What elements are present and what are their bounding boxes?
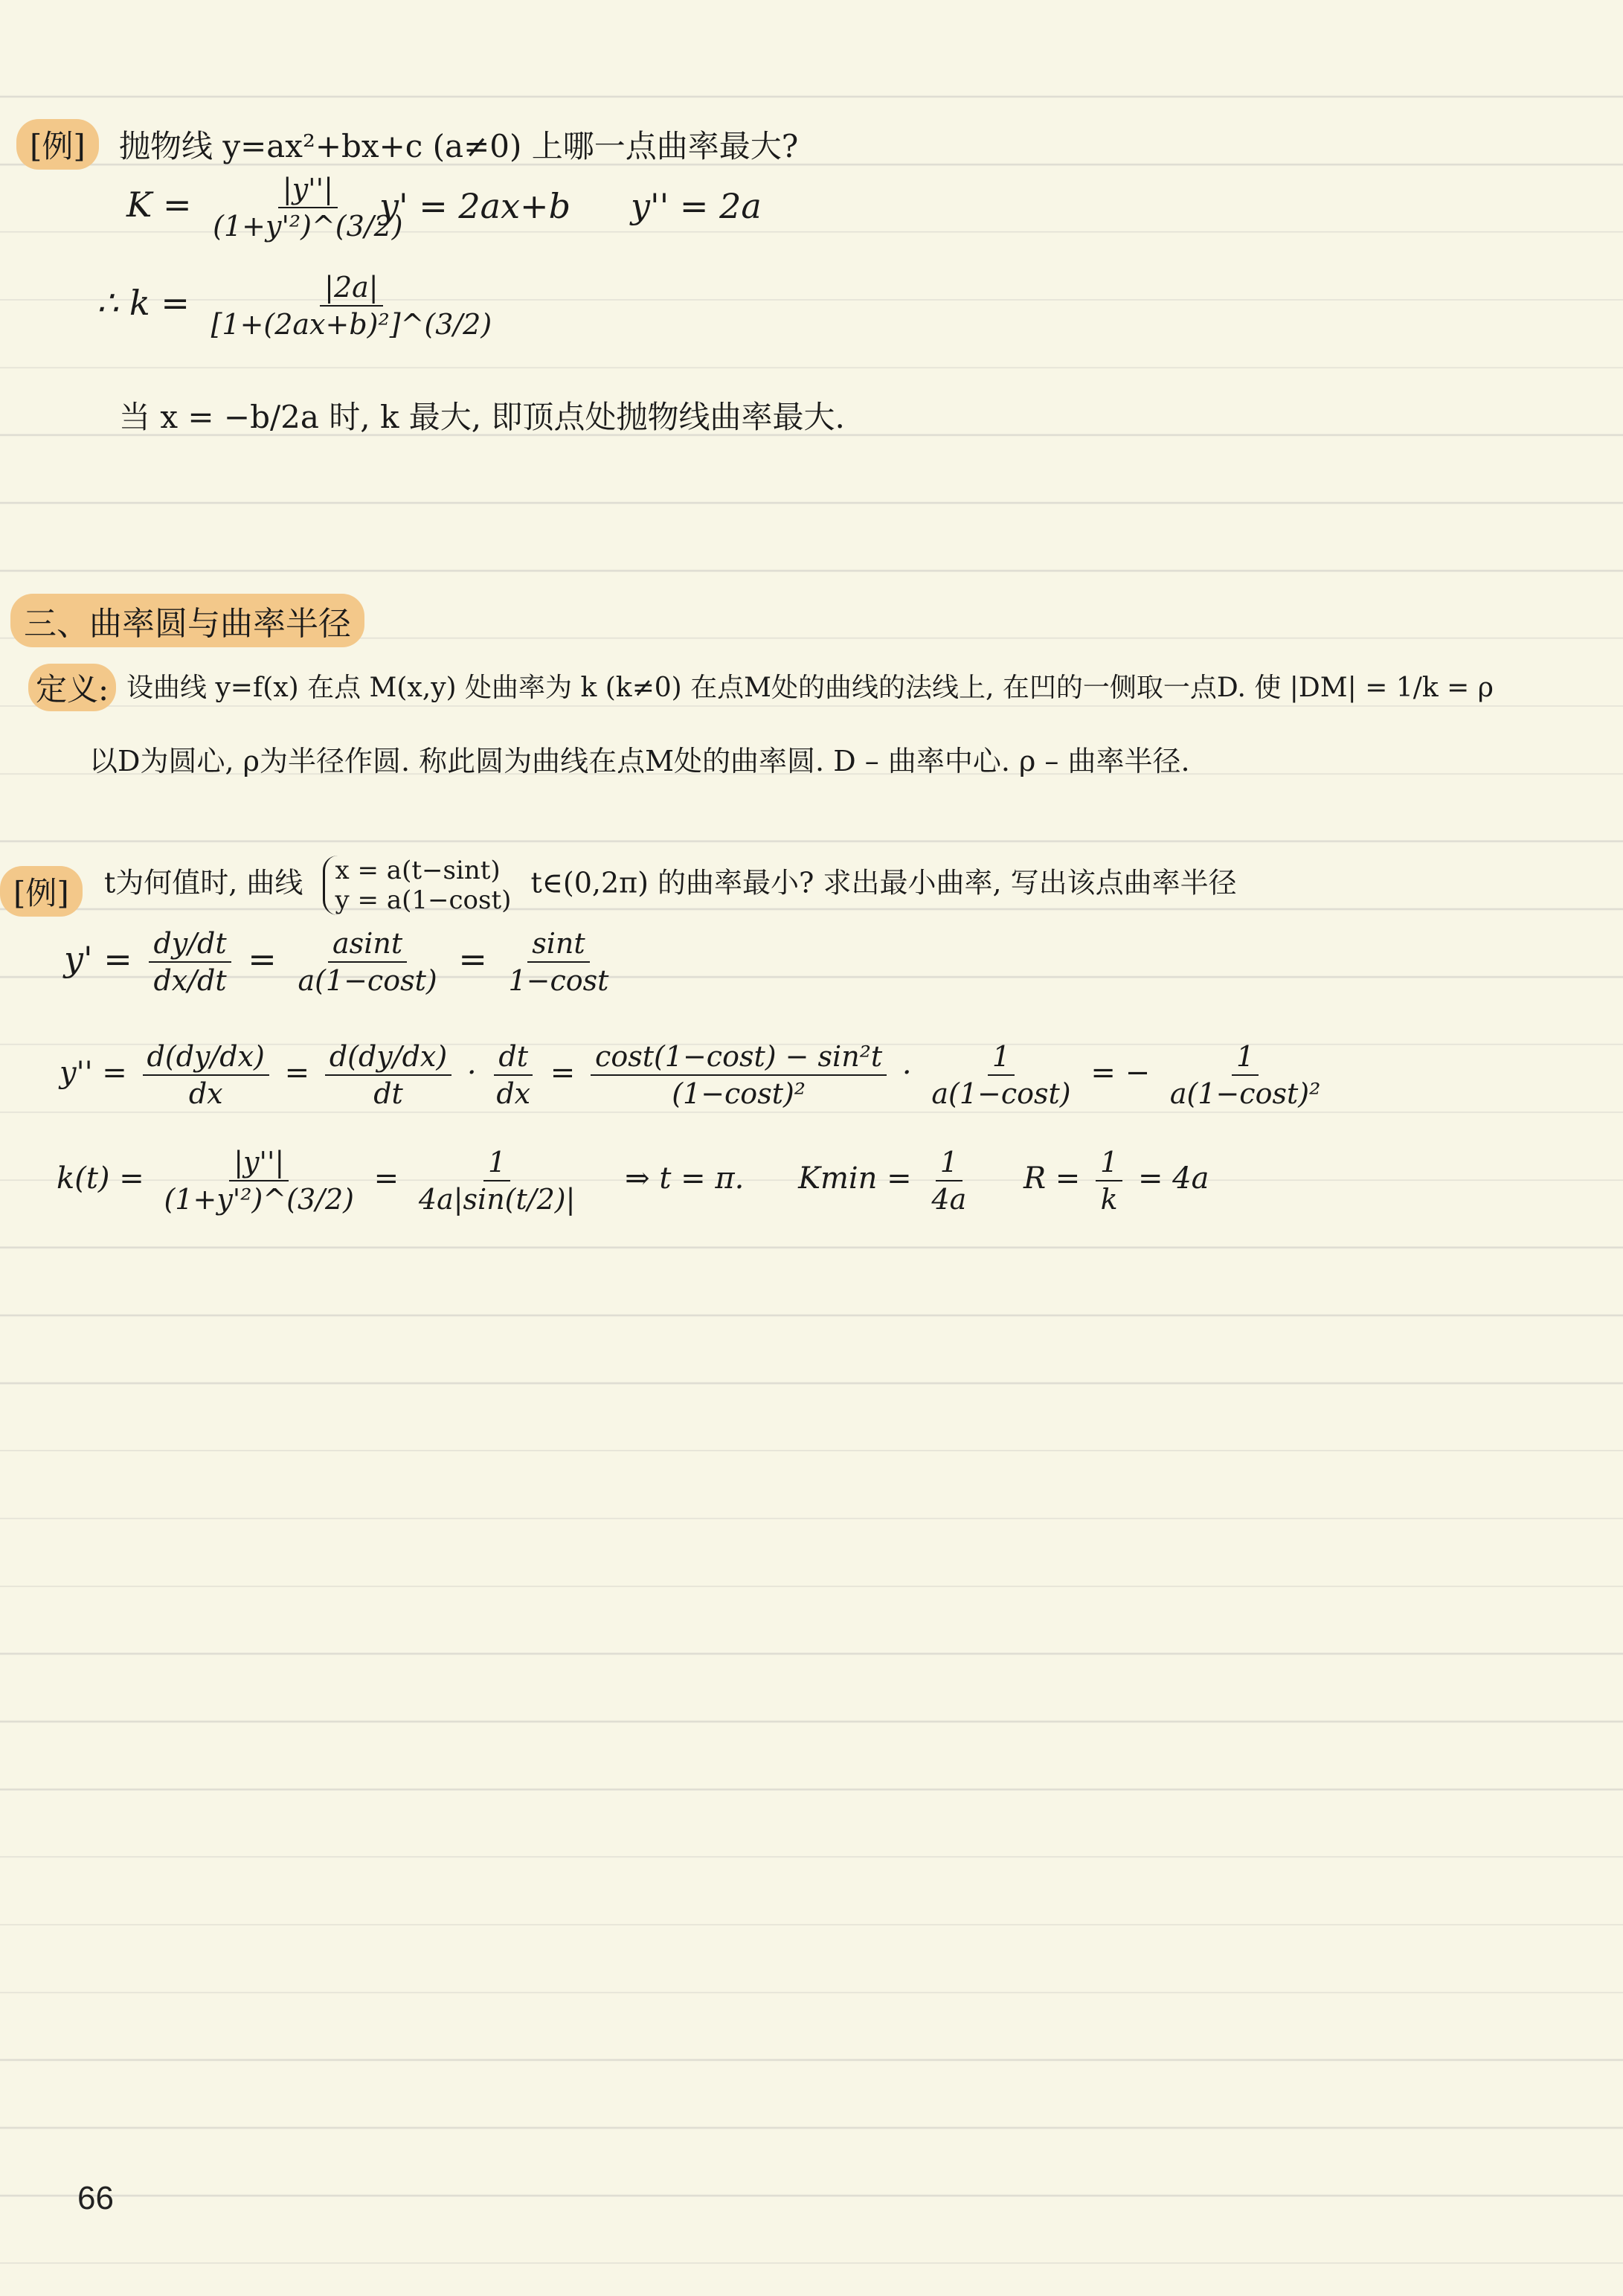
therefore-k-label: ∴ k = — [97, 283, 190, 323]
y1-fraction-3 — [504, 927, 614, 997]
y2-lhs: y'' = — [60, 1056, 127, 1090]
kmin-lhs: Kmin = — [798, 1161, 912, 1196]
second-derivative: y'' = 2a — [631, 186, 762, 226]
y1-f3-den: 1−cost — [508, 964, 609, 997]
y1-fraction-1 — [149, 927, 231, 997]
y2-f2-num: d(dy/dx) — [325, 1040, 451, 1076]
y1-f1-num: dy/dt — [149, 927, 231, 963]
example1-question: 抛物线 y=ax²+bx+c (a≠0) 上哪一点曲率最大? — [119, 128, 799, 164]
y2-f1-den: dx — [188, 1077, 223, 1110]
therefore-fraction — [207, 271, 497, 341]
y1-lhs: y' = — [64, 939, 132, 979]
therefore-numerator: |2a| — [320, 271, 382, 307]
section3-title: 三、曲率圆与曲率半径 — [10, 594, 364, 647]
parametric-x: x = a(t−sint) — [335, 856, 501, 885]
k-denominator: (1+y'²)^(3/2) — [213, 210, 403, 243]
definition-line2: 以D为圆心, ρ为半径作圆. 称此圆为曲线在点M处的曲率圆. D – 曲率中心. ρ – 曲率半径. — [89, 745, 1190, 777]
k-f2-den: 4a|sin(t/2)| — [418, 1183, 576, 1216]
k-lhs: k(t) = — [57, 1161, 144, 1196]
y2-f3-num: dt — [494, 1040, 533, 1076]
y-double-prime-derivation: y'' = $\frac{d(dy/dx)}{dx}$ = $\frac{d(dy/dx)}{dt}$ · $\frac{dt}{dx}$ = $\frac{\text{cost(1−cost) − sin²t}}{\text{(1−cost)²}}$ · $\frac{1}{a(1-\cos t)}$ = − $\frac{1}{\text{a(1−cost)²}}$ — [60, 1040, 1331, 1110]
y2-f2-den: dt — [373, 1077, 403, 1110]
r-den: k — [1100, 1183, 1118, 1216]
y1-f2-num: asint — [328, 927, 407, 963]
parametric-y: y = a(1−cost) — [335, 885, 512, 915]
example2-question-post: t∈(0,2π) 的曲率最小? 求出最小曲率, 写出该点曲率半径 — [530, 866, 1237, 900]
example2-question-pre: t为何值时, 曲线 — [104, 866, 303, 900]
r-rhs: = 4a — [1137, 1161, 1209, 1196]
y2-f1-num: d(dy/dx) — [143, 1040, 269, 1076]
y2-f3-den: dx — [496, 1077, 531, 1110]
y2-f6-den: a(1−cost)² — [1169, 1077, 1321, 1110]
k-numerator: |y''| — [278, 173, 338, 208]
y2-f5-den: a(1−cost) — [931, 1077, 1071, 1110]
y2-f4-num: cost(1−cost) − sin²t — [591, 1040, 887, 1076]
example2-tag: [例] — [0, 866, 83, 917]
y2-f5-num: 1 — [988, 1040, 1015, 1076]
curvature-derivation: k(t) = $\frac{|y''|}{\text{(1+y'²)\textasciicircum{}(3/2)}}$ = $\frac{1}{4a|\sin(t/2)|}$ ⇒ t = π. Kmin = $\frac{1}{4a}$ R = $\frac{1}{k}$ = 4a — [57, 1146, 1209, 1216]
example1-conclusion: 当 x = −b/2a 时, k 最大, 即顶点处抛物线曲率最大. — [119, 399, 845, 435]
y2-f6-num: 1 — [1232, 1040, 1259, 1076]
curvature-formula — [126, 173, 414, 243]
y1-fraction-2 — [293, 927, 441, 997]
k-f1-num: |y''| — [229, 1146, 289, 1181]
first-derivative: y' = 2ax+b — [379, 186, 571, 226]
definition-line1: 设曲线 y=f(x) 在点 M(x,y) 处曲率为 k (k≠0) 在点M处的曲线的法线上, 在凹的一侧取一点D. 使 |DM| = 1/k = ρ — [126, 673, 1494, 703]
therefore-denominator: [1+(2ax+b)²]^(3/2) — [210, 308, 492, 341]
r-lhs: R = — [1023, 1161, 1081, 1196]
r-num: 1 — [1096, 1146, 1122, 1181]
parametric-system — [323, 856, 512, 915]
k-fraction — [208, 173, 407, 243]
kmin-den: 4a — [931, 1183, 967, 1216]
example-tag: [例] — [16, 119, 99, 170]
k-f1-den: (1+y'²)^(3/2) — [164, 1183, 354, 1216]
implies-t-pi: ⇒ t = π. — [625, 1161, 745, 1196]
y1-f3-num: sint — [527, 927, 589, 963]
page-number: 66 — [77, 2180, 114, 2216]
definition-tag: 定义: — [28, 664, 116, 711]
y1-f2-den: a(1−cost) — [298, 964, 437, 997]
kmin-num: 1 — [936, 1146, 962, 1181]
curvature-result — [97, 271, 502, 341]
k-f2-num: 1 — [483, 1146, 510, 1181]
k-label: K = — [126, 185, 192, 225]
y1-f1-den: dx/dt — [153, 964, 227, 997]
y2-f4-den: (1−cost)² — [672, 1077, 806, 1110]
y-prime-derivation: y' = $\frac{dy/dt}{dx/dt}$ = $\frac{asint}{a(1-\cos t)}$ = $\frac{\sin t}{1-\cos t}$ — [64, 927, 619, 997]
example2-question — [104, 856, 1237, 915]
